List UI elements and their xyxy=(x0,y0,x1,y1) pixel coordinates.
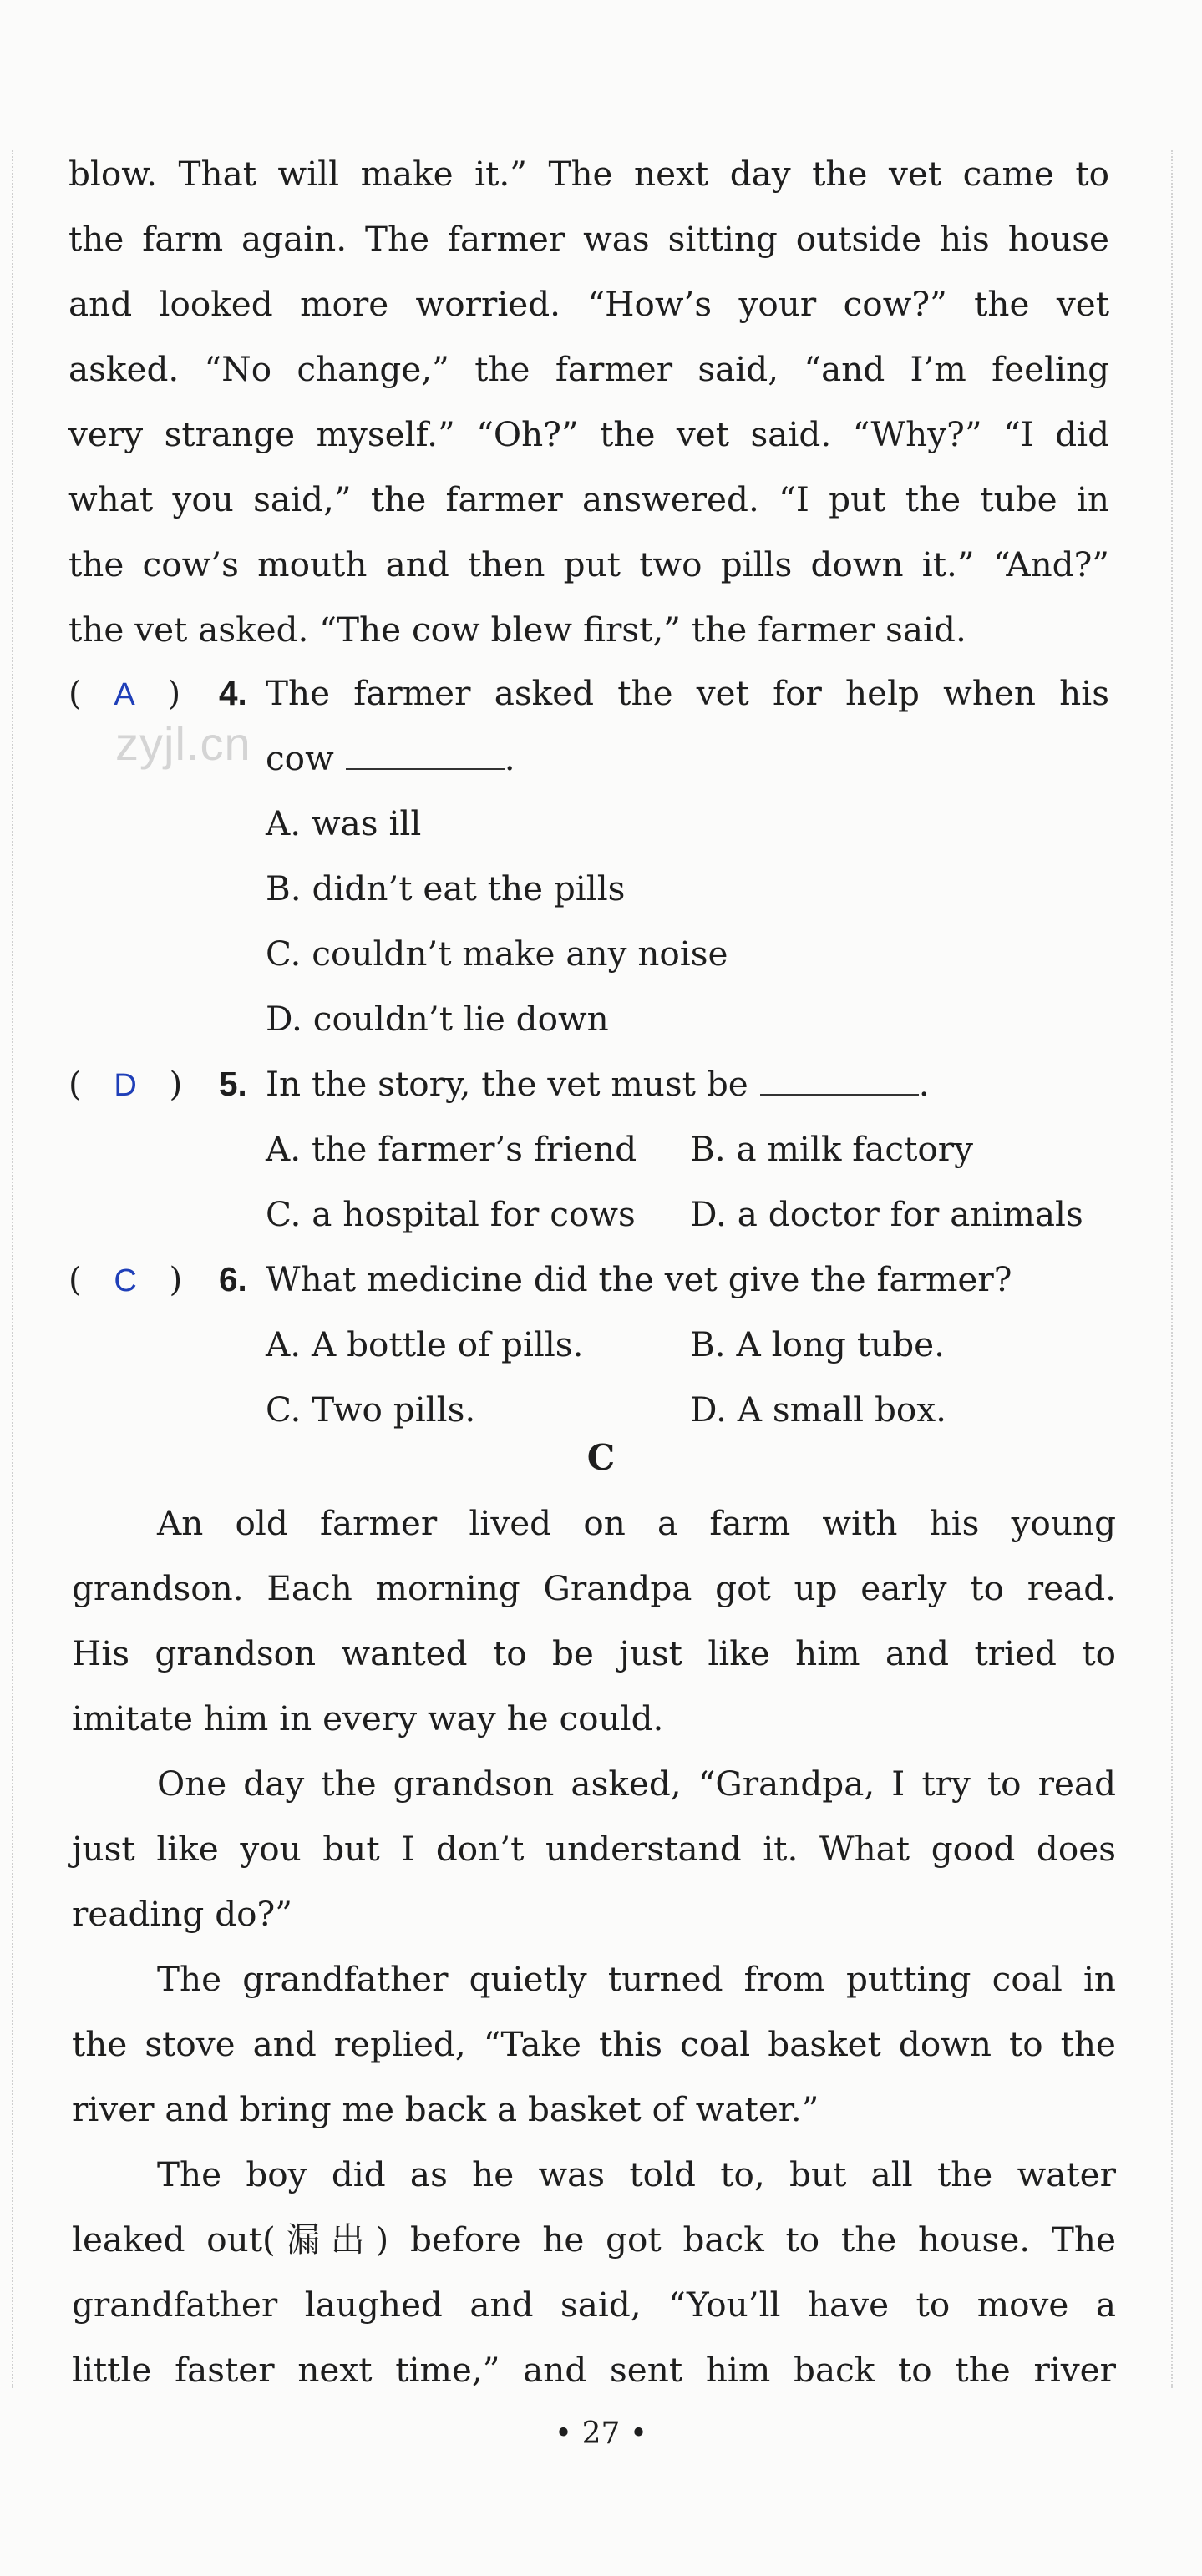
option-d: D. A small box. xyxy=(690,1389,947,1430)
option-d: D. couldn’t lie down xyxy=(266,999,609,1039)
question-number: 4. xyxy=(219,674,247,712)
option-b: B. A long tube. xyxy=(690,1324,945,1364)
passage-line: The boy did as he was told to, but all the water xyxy=(157,2154,1116,2194)
passage-line: the vet asked. “The cow blew first,” the farmer said. xyxy=(68,610,966,650)
answer-mark: C xyxy=(114,1263,137,1298)
watermark: zyjl.cn xyxy=(115,717,251,770)
option-c: C. a hospital for cows xyxy=(266,1194,636,1234)
passage-line: what you said,” the farmer answered. “I put the tube in xyxy=(68,479,1109,519)
option-b: B. didn’t eat the pills xyxy=(266,868,626,908)
question-stem-cont: cow . xyxy=(266,735,515,782)
answer-box: ( A ) xyxy=(68,673,181,713)
option-a: A. A bottle of pills. xyxy=(266,1324,584,1364)
option-c: C. Two pills. xyxy=(266,1389,476,1430)
option-d: D. a doctor for animals xyxy=(690,1194,1083,1234)
passage-line: just like you but I don’t understand it. What good does xyxy=(72,1829,1116,1869)
question-stem: The farmer asked the vet for help when his xyxy=(266,673,1109,713)
question-stem: In the story, the vet must be . xyxy=(266,1060,930,1107)
passage-line: grandfather laughed and said, “You’ll have to move a xyxy=(72,2285,1116,2325)
right-margin-rule xyxy=(1171,150,1173,2388)
answer-box: ( D ) xyxy=(68,1064,183,1104)
answer-blank xyxy=(346,735,505,770)
passage-line: imitate him in every way he could. xyxy=(72,1698,664,1738)
passage-line: and looked more worried. “How’s your cow?” the vet xyxy=(68,284,1109,324)
answer-mark: D xyxy=(114,1068,137,1103)
option-a: A. the farmer’s friend xyxy=(266,1129,637,1169)
passage-line: An old farmer lived on a farm with his young xyxy=(157,1503,1116,1543)
passage-line: The grandfather quietly turned from putting coal in xyxy=(157,1959,1116,1999)
passage-line: grandson. Each morning Grandpa got up early to read. xyxy=(72,1568,1116,1608)
page-number: • 27 • xyxy=(554,2417,648,2451)
left-margin-rule xyxy=(12,150,13,2388)
answer-mark: A xyxy=(114,677,135,712)
option-b: B. a milk factory xyxy=(690,1129,973,1169)
question-number: 5. xyxy=(219,1065,247,1103)
passage-line: the stove and replied, “Take this coal basket down to the xyxy=(72,2024,1116,2064)
passage-line: very strange myself.” “Oh?” the vet said. “Why?” “I did xyxy=(68,414,1109,454)
passage-line: His grandson wanted to be just like him and tried to xyxy=(72,1633,1116,1673)
passage-line: blow. That will make it.” The next day the vet came to xyxy=(68,154,1109,194)
option-c: C. couldn’t make any noise xyxy=(266,934,728,974)
section-heading: C xyxy=(586,1437,616,1478)
passage-line: reading do?” xyxy=(72,1894,292,1934)
passage-line: the cow’s mouth and then put two pills down it.” “And?” xyxy=(68,544,1109,585)
passage-line: river and bring me back a basket of water.” xyxy=(72,2089,819,2129)
question-stem: What medicine did the vet give the farmer? xyxy=(266,1259,1012,1299)
passage-line: One day the grandson asked, “Grandpa, I try to read xyxy=(157,1764,1116,1804)
passage-line: little faster next time,” and sent him back to the river xyxy=(72,2350,1116,2390)
passage-line: leaked out(漏出) before he got back to the house. The xyxy=(72,2219,1116,2260)
question-number: 6. xyxy=(219,1260,247,1298)
passage-line: the farm again. The farmer was sitting outside his house xyxy=(68,219,1109,259)
passage-line: asked. “No change,” the farmer said, “and I’m feeling xyxy=(68,349,1109,389)
answer-box: ( C ) xyxy=(68,1259,183,1299)
answer-blank xyxy=(760,1060,919,1096)
option-a: A. was ill xyxy=(266,803,422,843)
